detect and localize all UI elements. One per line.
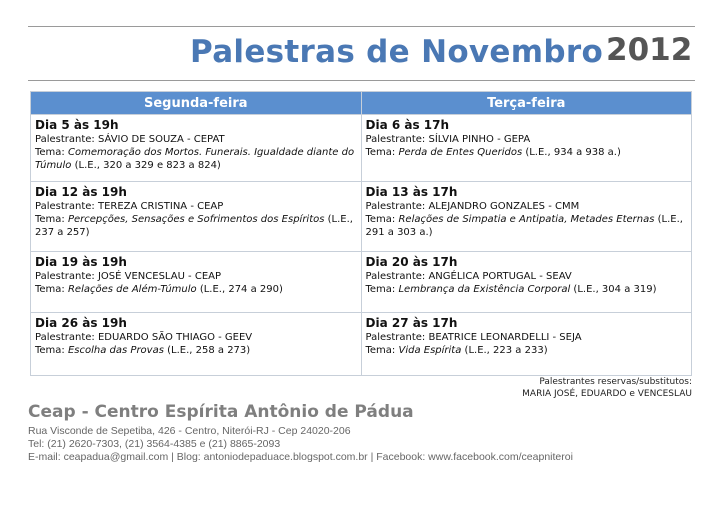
- table-row: [31, 182, 692, 252]
- theme-reference: (L.E., 934 a 938 a.): [522, 147, 621, 158]
- theme-label: Tema:: [35, 214, 68, 225]
- lecture-theme: [35, 146, 357, 172]
- reserve-speakers-label: Palestrantes reservas/substitutos:: [539, 377, 692, 387]
- title-divider: [28, 80, 695, 81]
- schedule-cell: [361, 182, 692, 252]
- lecture-theme: [366, 213, 688, 239]
- organization-contact: E-mail: ceapadua@gmail.com | Blog: antoniodepaduace.blogspot.com.br | Facebook: www.facebook.com/ceapniteroi: [28, 451, 573, 463]
- table-row: [31, 115, 692, 182]
- table-row: [31, 313, 692, 376]
- lecture-theme: [366, 283, 688, 296]
- page-year: 2012: [606, 32, 693, 68]
- theme-title: Perda de Entes Queridos: [398, 147, 523, 158]
- reserve-speakers: [522, 376, 692, 400]
- theme-title: Percepções, Sensações e Sofrimentos dos Espíritos: [67, 214, 325, 225]
- lecture-date: Dia 26 às 19h: [35, 316, 127, 330]
- theme-reference: (L.E., 320 a 329 e 823 a 824): [71, 160, 221, 171]
- theme-title: Escolha das Provas: [67, 345, 164, 356]
- theme-title: Lembrança da Existência Corporal: [398, 284, 571, 295]
- schedule-cell: [31, 115, 362, 182]
- reserve-speakers-names: MARIA JOSÉ, EDUARDO e VENCESLAU: [522, 389, 692, 399]
- lecture-speaker: Palestrante: ANGÉLICA PORTUGAL - SEAV: [365, 271, 572, 282]
- theme-label: Tema:: [35, 284, 68, 295]
- lecture-theme: [366, 344, 688, 357]
- lecture-date: Dia 20 às 17h: [365, 255, 458, 269]
- theme-reference: (L.E., 223 a 233): [461, 345, 548, 356]
- theme-label: Tema:: [365, 284, 399, 295]
- theme-reference: (L.E., 274 a 290): [196, 284, 283, 295]
- lecture-speaker: Palestrante: TEREZA CRISTINA - CEAP: [35, 201, 224, 212]
- lecture-theme: [35, 344, 357, 357]
- theme-label: Tema:: [35, 345, 68, 356]
- theme-reference: (L.E., 291 a 303 a.): [365, 214, 683, 238]
- theme-label: Tema:: [365, 147, 399, 158]
- schedule-cell: [31, 313, 362, 376]
- organization-address: Rua Visconde de Sepetiba, 426 - Centro, Niterói-RJ - Cep 24020-206: [28, 425, 351, 437]
- schedule-cell: [31, 252, 362, 313]
- top-divider: [28, 26, 695, 27]
- theme-label: Tema:: [35, 147, 68, 158]
- column-header-monday: Segunda-feira: [31, 92, 362, 115]
- lecture-date: Dia 6 às 17h: [365, 118, 450, 132]
- theme-reference: (L.E., 304 a 319): [570, 284, 657, 295]
- lecture-date: Dia 27 às 17h: [365, 316, 458, 330]
- page-title: Palestras de Novembro: [190, 34, 604, 70]
- theme-title: Relações de Simpatia e Antipatia, Metades Eternas: [398, 214, 655, 225]
- schedule-cell: [361, 115, 692, 182]
- theme-label: Tema:: [365, 214, 399, 225]
- lecture-date: Dia 19 às 19h: [35, 255, 127, 269]
- lecture-date: Dia 5 às 19h: [35, 118, 119, 132]
- lecture-theme: [35, 213, 357, 239]
- lecture-speaker: Palestrante: EDUARDO SÃO THIAGO - GEEV: [35, 332, 253, 343]
- lecture-theme: [35, 283, 357, 296]
- lecture-date: Dia 12 às 19h: [35, 185, 127, 199]
- lecture-speaker: Palestrante: SÍLVIA PINHO - GEPA: [365, 134, 531, 145]
- theme-reference: (L.E., 237 a 257): [35, 214, 353, 238]
- column-header-tuesday: Terça-feira: [361, 92, 692, 115]
- lecture-date: Dia 13 às 17h: [365, 185, 458, 199]
- table-row: [31, 252, 692, 313]
- schedule-table: [30, 91, 692, 376]
- lecture-speaker: Palestrante: ALEJANDRO GONZALES - CMM: [365, 201, 580, 212]
- organization-phones: Tel: (21) 2620-7303, (21) 3564-4385 e (21) 8865-2093: [28, 438, 281, 450]
- lecture-theme: [366, 146, 688, 159]
- table-header-row: [31, 92, 692, 115]
- lecture-speaker: Palestrante: BEATRICE LEONARDELLI - SEJA: [365, 332, 582, 343]
- schedule-cell: [31, 182, 362, 252]
- lecture-speaker: Palestrante: JOSÉ VENCESLAU - CEAP: [35, 271, 222, 282]
- theme-title: Vida Espírita: [398, 345, 462, 356]
- theme-reference: (L.E., 258 a 273): [163, 345, 251, 356]
- schedule-cell: [361, 252, 692, 313]
- theme-title: Relações de Além-Túmulo: [67, 284, 197, 295]
- lecture-speaker: Palestrante: SÁVIO DE SOUZA - CEPAT: [35, 134, 225, 145]
- theme-title: Comemoração dos Mortos. Funerais. Igualdade diante do Túmulo: [35, 147, 355, 171]
- organization-name: Ceap - Centro Espírita Antônio de Pádua: [28, 402, 414, 422]
- schedule-cell: [361, 313, 692, 376]
- theme-label: Tema:: [365, 345, 399, 356]
